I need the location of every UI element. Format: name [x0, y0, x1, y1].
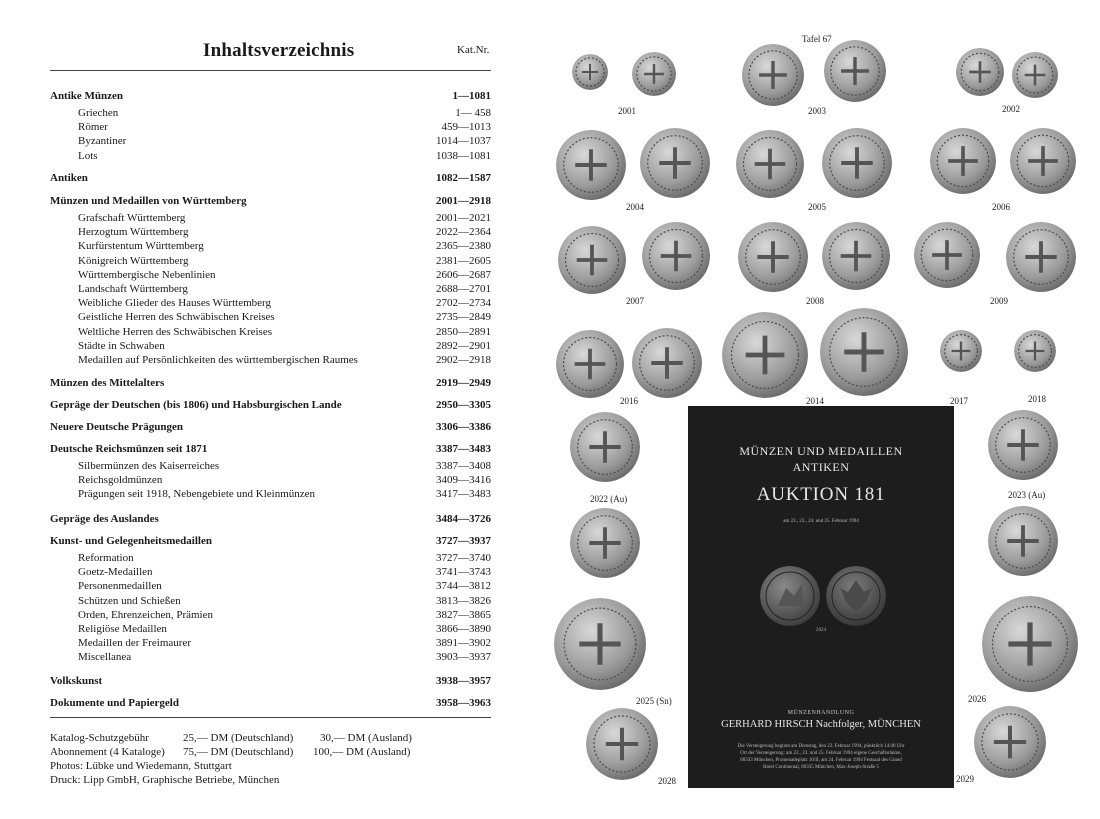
- coin-catalog-number: 2029: [956, 774, 974, 784]
- fee-line: [50, 731, 491, 745]
- coin-catalog-number: 2025 (Sn): [636, 696, 672, 706]
- toc-section-row: [50, 697, 491, 711]
- toc-section-label: Gepräge des Auslandes: [50, 513, 159, 525]
- catalog-subheading: ANTIKEN: [792, 460, 850, 474]
- toc-item-range: 1014—1037: [436, 135, 491, 148]
- toc-item-label: Königreich Württemberg: [78, 254, 189, 267]
- toc-item-label: Reformation: [78, 552, 134, 564]
- coin-photo: [570, 412, 640, 482]
- toc-item-label: Grafschaft Württemberg: [78, 212, 186, 224]
- toc-item-label: Goetz-Medaillen: [78, 566, 153, 579]
- toc-item-label: Medaillen auf Persönlichkeiten des württembergischen Raumes: [78, 354, 358, 366]
- table-of-contents-page: [0, 0, 540, 819]
- toc-section-label: Volkskunst: [50, 675, 103, 687]
- fee-abroad: 30,— DM (Ausland): [320, 732, 412, 744]
- coin-photo: [632, 52, 676, 96]
- toc-section-range: 3938—3957: [436, 675, 491, 687]
- toc-item-range: 3903—3937: [436, 651, 491, 664]
- toc-item-row: [50, 637, 491, 651]
- toc-section-label: Antiken: [50, 172, 88, 184]
- coin-catalog-number: 2016: [620, 396, 638, 406]
- toc-section-label: Neuere Deutsche Prägungen: [50, 421, 183, 433]
- toc-item-range: 3891—3902: [436, 637, 491, 650]
- toc-item-label: Weltliche Herren des Schwäbischen Kreises: [78, 325, 272, 338]
- toc-section-range: 3958—3963: [436, 697, 491, 709]
- divider: [50, 70, 491, 71]
- toc-item-row: [50, 552, 491, 566]
- toc-item-label: Lots: [78, 149, 98, 162]
- toc-item-label: Kurfürstentum Württemberg: [78, 240, 204, 253]
- auction-note-line: Ort der Versteigerung: am 22., 23. und 25. Februar 1994 eigene Geschäftsräume,: [740, 751, 902, 756]
- toc-item-row: [50, 107, 491, 121]
- coin-catalog-number: 2003: [808, 106, 826, 116]
- toc-item-range: 2001—2021: [436, 212, 491, 224]
- coin-photo: [554, 598, 646, 690]
- toc-section-label: Münzen des Mittelalters: [50, 377, 165, 389]
- coin-photo: [570, 508, 640, 578]
- fee-de: 25,— DM (Deutschland): [183, 732, 294, 744]
- toc-item-range: 2735—2849: [436, 311, 491, 324]
- catalog-heading: MÜNZEN UND MEDAILLEN: [739, 444, 903, 458]
- toc-item-range: 3417—3483: [436, 488, 491, 501]
- toc-item-label: Herzogtum Württemberg: [78, 226, 189, 239]
- toc-item-label: Städte in Schwaben: [78, 339, 165, 352]
- coin-photo: [988, 506, 1058, 576]
- toc-section-row: [50, 421, 491, 435]
- toc-item-range: 3727—3740: [436, 552, 491, 564]
- toc-item-range: 2022—2364: [436, 226, 491, 239]
- toc-item-row: [50, 240, 491, 254]
- toc-item-row: [50, 283, 491, 297]
- coin-catalog-number: 2014: [806, 396, 824, 406]
- coin-catalog-number: 2022 (Au): [590, 494, 628, 504]
- coin-photo: [930, 128, 996, 194]
- toc-section-row: [50, 172, 491, 186]
- toc-item-row: [50, 580, 491, 594]
- toc-item-label: Schützen und Schießen: [78, 594, 181, 607]
- toc-item-range: 1038—1081: [436, 149, 491, 162]
- toc-item-label: Weibliche Glieder des Hauses Württemberg: [78, 297, 271, 310]
- toc-item-row: [50, 297, 491, 311]
- toc-section-range: 2919—2949: [436, 377, 491, 389]
- toc-section-label: Antike Münzen: [50, 90, 124, 102]
- toc-item-row: [50, 595, 491, 609]
- coin-photo: [742, 44, 804, 106]
- toc-item-range: 3409—3416: [436, 474, 491, 487]
- coin-photo: [558, 226, 626, 294]
- toc-item-range: 2902—2918: [436, 354, 491, 366]
- coin-catalog-number: 2008: [806, 296, 824, 306]
- toc-section-row: [50, 399, 491, 413]
- coin-photo: [822, 128, 892, 198]
- toc-item-row: [50, 460, 491, 474]
- toc-item-row: [50, 212, 491, 226]
- coin-photo: [642, 222, 710, 290]
- toc-section-row: [50, 443, 491, 457]
- coin-photo: [820, 308, 908, 396]
- toc-item-label: Römer: [78, 121, 108, 134]
- coin-photo: [556, 130, 626, 200]
- toc-section-range: 3387—3483: [436, 443, 491, 455]
- coin-catalog-number: 2007: [626, 296, 644, 306]
- toc-item-range: 3866—3890: [436, 623, 491, 635]
- toc-item-row: [50, 150, 491, 164]
- toc-item-range: 2850—2891: [436, 325, 491, 338]
- toc-item-range: 2892—2901: [436, 339, 491, 352]
- toc-item-row: [50, 566, 491, 580]
- coin-photo: [1014, 330, 1056, 372]
- coin-catalog-number: 2005: [808, 202, 826, 212]
- toc-section-label: Dokumente und Papiergeld: [50, 697, 179, 709]
- publisher-name: GERHARD HIRSCH Nachfolger, MÜNCHEN: [721, 719, 921, 730]
- page-title: Inhaltsverzeichnis: [203, 40, 355, 61]
- toc-item-range: 3741—3743: [436, 566, 491, 579]
- coin-catalog-number: 2028: [658, 776, 676, 786]
- toc-item-range: 1— 458: [455, 107, 491, 119]
- printing-credit: Druck: Lipp GmbH, Graphische Betriebe, München: [50, 774, 280, 786]
- coin-photo: [982, 596, 1078, 692]
- photos-credit: Photos: Lübke und Wiedemann, Stuttgart: [50, 760, 232, 772]
- toc-item-row: [50, 651, 491, 665]
- toc-section-range: 2950—3305: [436, 399, 491, 411]
- toc-item-label: Reichsgoldmünzen: [78, 474, 163, 487]
- coin-photo: [586, 708, 658, 780]
- toc-item-row: [50, 354, 491, 368]
- toc-item-label: Miscellanea: [78, 651, 132, 664]
- plate-title: Tafel 67: [802, 34, 832, 44]
- subscription-de: 75,— DM (Deutschland): [183, 746, 294, 758]
- toc-section-label: Münzen und Medaillen von Württemberg: [50, 195, 247, 207]
- coin-photo: [736, 130, 804, 198]
- toc-section-range: 3306—3386: [436, 421, 491, 433]
- toc-item-label: Griechen: [78, 107, 119, 119]
- toc-item-label: Medaillen der Freimaurer: [78, 637, 192, 650]
- toc-section-range: 2001—2918: [436, 195, 491, 207]
- coin-catalog-number: 2017: [950, 396, 968, 406]
- toc-item-range: 2606—2687: [436, 268, 491, 281]
- auction-note-line: 80333 München, Promenadeplatz 10/II, am 24. Februar 1994 Festsaal des Grand: [740, 758, 902, 763]
- coin-photo: [824, 40, 886, 102]
- toc-item-range: 2702—2734: [436, 297, 491, 310]
- toc-section-range: 3727—3937: [436, 535, 491, 547]
- toc-section-range: 1—1081: [452, 90, 491, 102]
- auction-catalog-cover: [688, 406, 954, 788]
- toc-section-label: Gepräge der Deutschen (bis 1806) und Habsburgischen Lande: [50, 399, 342, 411]
- auction-note-line: Hotel Continental, 80335 München, Max-Joseph-Straße 5: [763, 765, 879, 770]
- coin-photo: [914, 222, 980, 288]
- toc-item-row: [50, 474, 491, 488]
- coin-photo: [1012, 52, 1058, 98]
- toc-item-label: Personenmedaillen: [78, 580, 162, 593]
- toc-item-range: 3744—3812: [436, 580, 491, 593]
- coin-photo: [556, 330, 624, 398]
- auction-dates: am 22., 23., 24. und 25. Februar 1994: [783, 519, 859, 524]
- coin-photo: [738, 222, 808, 292]
- toc-item-range: 459—1013: [441, 121, 491, 134]
- coin-photo: [632, 328, 702, 398]
- toc-item-range: 2365—2380: [436, 240, 491, 253]
- toc-item-row: [50, 609, 491, 623]
- coin-catalog-number: 2002: [1002, 104, 1020, 114]
- coin-photo: [722, 312, 808, 398]
- toc-item-row: [50, 311, 491, 325]
- toc-item-range: 3387—3408: [436, 460, 491, 472]
- coin-catalog-number: 2026: [968, 694, 986, 704]
- toc-item-row: [50, 623, 491, 637]
- toc-item-label: Geistliche Herren des Schwäbischen Kreises: [78, 311, 275, 324]
- toc-item-label: Württembergische Nebenlinien: [78, 268, 216, 281]
- toc-item-label: Landschaft Württemberg: [78, 283, 188, 295]
- coin-photo: [988, 410, 1058, 480]
- subscription-line: [50, 745, 491, 759]
- coin-catalog-number: 2009: [990, 296, 1008, 306]
- toc-item-range: 2381—2605: [436, 254, 491, 267]
- toc-item-label: Orden, Ehrenzeichen, Prämien: [78, 608, 213, 621]
- toc-section-range: 3484—3726: [436, 513, 491, 525]
- toc-section-row: [50, 377, 491, 391]
- coin-photo: [572, 54, 608, 90]
- toc-item-row: [50, 121, 491, 135]
- toc-item-label: Prägungen seit 1918, Nebengebiete und Kleinmünzen: [78, 488, 316, 501]
- cover-coin-number: 2024: [816, 628, 826, 633]
- publisher-label: MÜNZENHANDLUNG: [787, 710, 855, 716]
- subscription-label: Abonnement (4 Kataloge): [50, 746, 165, 758]
- toc-item-range: 2688—2701: [436, 283, 491, 295]
- coin-photo: [1006, 222, 1076, 292]
- coin-photo: [940, 330, 982, 372]
- toc-item-label: Byzantiner: [78, 135, 127, 148]
- cover-coin-obverse: [760, 566, 820, 626]
- toc-item-row: [50, 488, 491, 502]
- toc-item-row: [50, 340, 491, 354]
- coin-catalog-number: 2004: [626, 202, 644, 212]
- coin-catalog-number: 2006: [992, 202, 1010, 212]
- cover-coin-reverse: [826, 566, 886, 626]
- coin-catalog-number: 2001: [618, 106, 636, 116]
- coin-photo: [1010, 128, 1076, 194]
- fee-label: Katalog-Schutzgebühr: [50, 732, 149, 744]
- coin-photo: [822, 222, 890, 290]
- toc-item-label: Silbermünzen des Kaiserreiches: [78, 460, 220, 472]
- toc-item-row: [50, 255, 491, 269]
- toc-item-row: [50, 269, 491, 283]
- coin-catalog-number: 2018: [1028, 394, 1046, 404]
- coin-photo: [974, 706, 1046, 778]
- coin-photo: [956, 48, 1004, 96]
- toc-item-range: 3813—3826: [436, 594, 491, 607]
- toc-section-label: Kunst- und Gelegenheitsmedaillen: [50, 535, 212, 547]
- toc-section-row: [50, 535, 491, 549]
- coin-photo: [640, 128, 710, 198]
- divider: [50, 717, 491, 718]
- toc-section-range: 1082—1587: [436, 172, 491, 184]
- toc-item-label: Religiöse Medaillen: [78, 623, 167, 635]
- coin-catalog-number: 2023 (Au): [1008, 490, 1046, 500]
- column-header: Kat.Nr.: [457, 44, 490, 56]
- toc-item-row: [50, 226, 491, 240]
- auction-title: AUKTION 181: [756, 484, 886, 505]
- toc-section-label: Deutsche Reichsmünzen seit 1871: [50, 443, 208, 455]
- auction-note-line: Die Versteigerung beginnt am Dienstag, den 22. Februar 1994, pünktlich 14.00 Uhr: [737, 744, 905, 749]
- toc-item-range: 3827—3865: [436, 608, 491, 621]
- toc-section-row: [50, 675, 491, 689]
- toc-item-row: [50, 326, 491, 340]
- subscription-abroad: 100,— DM (Ausland): [313, 746, 411, 758]
- toc-item-row: [50, 135, 491, 149]
- toc-section-row: [50, 195, 491, 209]
- toc-section-row: [50, 513, 491, 527]
- toc-section-row: [50, 90, 491, 104]
